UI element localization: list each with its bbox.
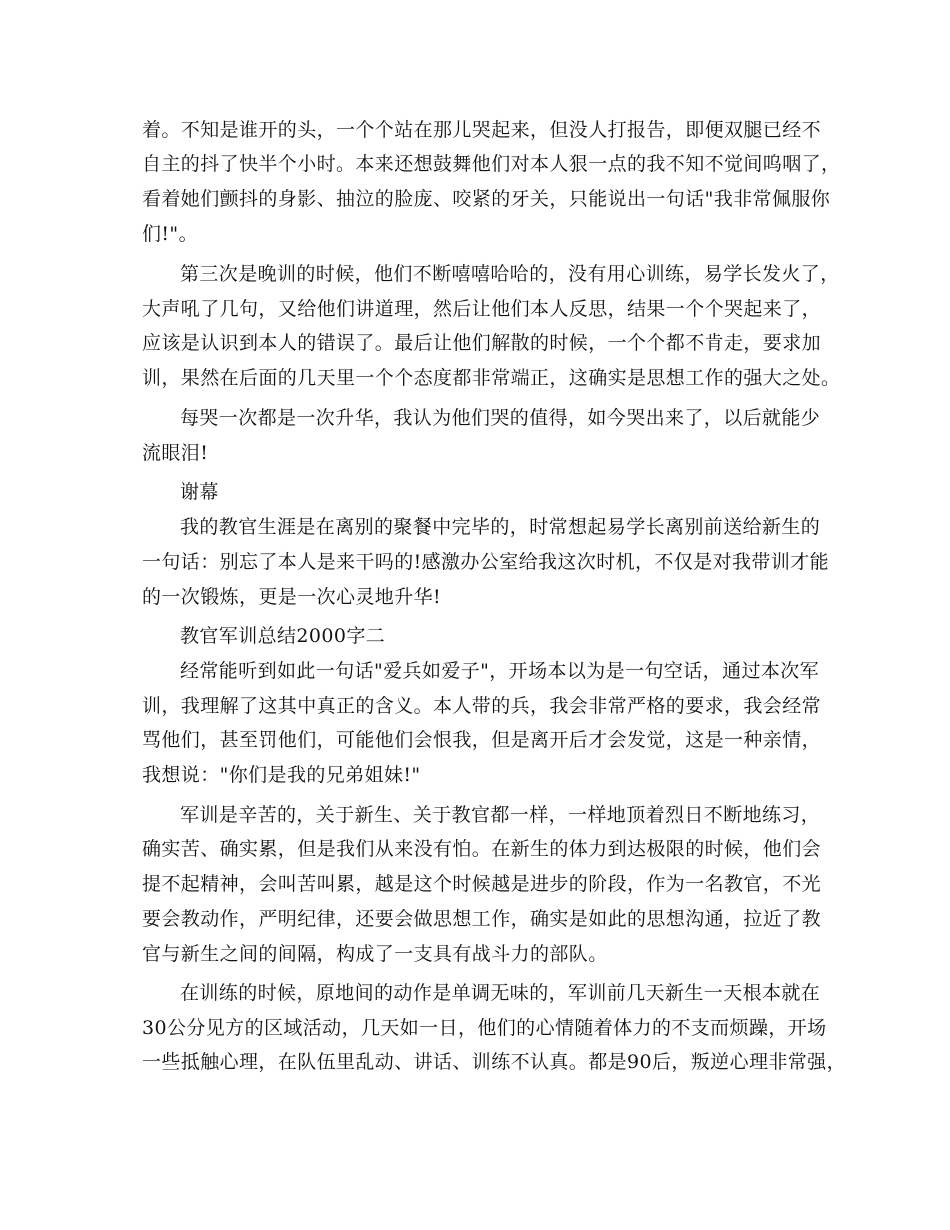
- paragraph-first-line: 第三次是晚训的时候，他们不断嘻嘻哈哈的，没有用心训练，易学长发火了，: [180, 263, 840, 285]
- text-line: 们!"。: [142, 223, 198, 245]
- section-heading: 谢幕: [180, 481, 219, 503]
- text-line: 提不起精神，会叫苦叫累，越是这个时候越是进步的阶段，作为一名教官，不光: [142, 873, 822, 895]
- text-line: 训，我理解了这其中真正的含义。本人带的兵，我会非常严格的要求，我会经常: [142, 695, 822, 717]
- text-line: 30公分见方的区域活动，几天如一日，他们的心情随着体力的不支而烦躁，开场: [142, 1017, 827, 1039]
- text-line: 一句话：别忘了本人是来干吗的!感激办公室给我这次时机，不仅是对我带训才能: [142, 551, 830, 573]
- text-line: 流眼泪!: [142, 442, 209, 464]
- text-line: 看着她们颤抖的身影、抽泣的脸庞、咬紧的牙关，只能说出一句话"我非常佩服你: [142, 188, 831, 210]
- paragraph-first-line: 军训是辛苦的，关于新生、关于教官都一样，一样地顶着烈日不断地练习，: [180, 804, 821, 826]
- text-line: 应该是认识到本人的错误了。最后让他们解散的时候，一个个都不肯走，要求加: [142, 332, 822, 354]
- paragraph-first-line: 经常能听到如此一句话"爱兵如爱子"，开场本以为是一句空话，通过本次军: [180, 660, 820, 682]
- text-line: 自主的抖了快半个小时。本来还想鼓舞他们对本人狠一点的我不知不觉间呜咽了，: [142, 153, 841, 175]
- text-line: 大声吼了几句，又给他们讲道理，然后让他们本人反思，结果一个个哭起来了，: [142, 298, 822, 320]
- text-line: 的一次锻炼，更是一次心灵地升华!: [142, 586, 442, 608]
- text-line: 着。不知是谁开的头，一个个站在那儿哭起来，但没人打报告，即便双腿已经不: [142, 119, 822, 141]
- text-line: 要会教动作，严明纪律，还要会做思想工作，确实是如此的思想沟通，拉近了教: [142, 908, 822, 930]
- text-line: 官与新生之间的间隔，构成了一支具有战斗力的部队。: [142, 943, 608, 965]
- paragraph-first-line: 每哭一次都是一次升华，我认为他们哭的值得，如今哭出来了，以后就能少: [180, 407, 821, 429]
- section-heading: 教官军训总结2000字二: [180, 625, 386, 647]
- text-line: 骂他们，甚至罚他们，可能他们会恨我，但是离开后才会发觉，这是一种亲情，: [142, 729, 822, 751]
- text-line: 确实苦、确实累，但是我们从来没有怕。在新生的体力到达极限的时候，他们会: [142, 838, 822, 860]
- text-line: 一些抵触心理，在队伍里乱动、讲话、训练不认真。都是90后，叛逆心理非常强，: [142, 1051, 846, 1073]
- text-line: 我想说："你们是我的兄弟姐妹!": [142, 764, 421, 786]
- paragraph-first-line: 我的教官生涯是在离别的聚餐中完毕的，时常想起易学长离别前送给新生的: [180, 516, 821, 538]
- text-line: 训，果然在后面的几天里一个个态度都非常端正，这确实是思想工作的强大之处。: [142, 367, 841, 389]
- paragraph-first-line: 在训练的时候，原地间的动作是单调无味的，军训前几天新生一天根本就在: [180, 982, 821, 1004]
